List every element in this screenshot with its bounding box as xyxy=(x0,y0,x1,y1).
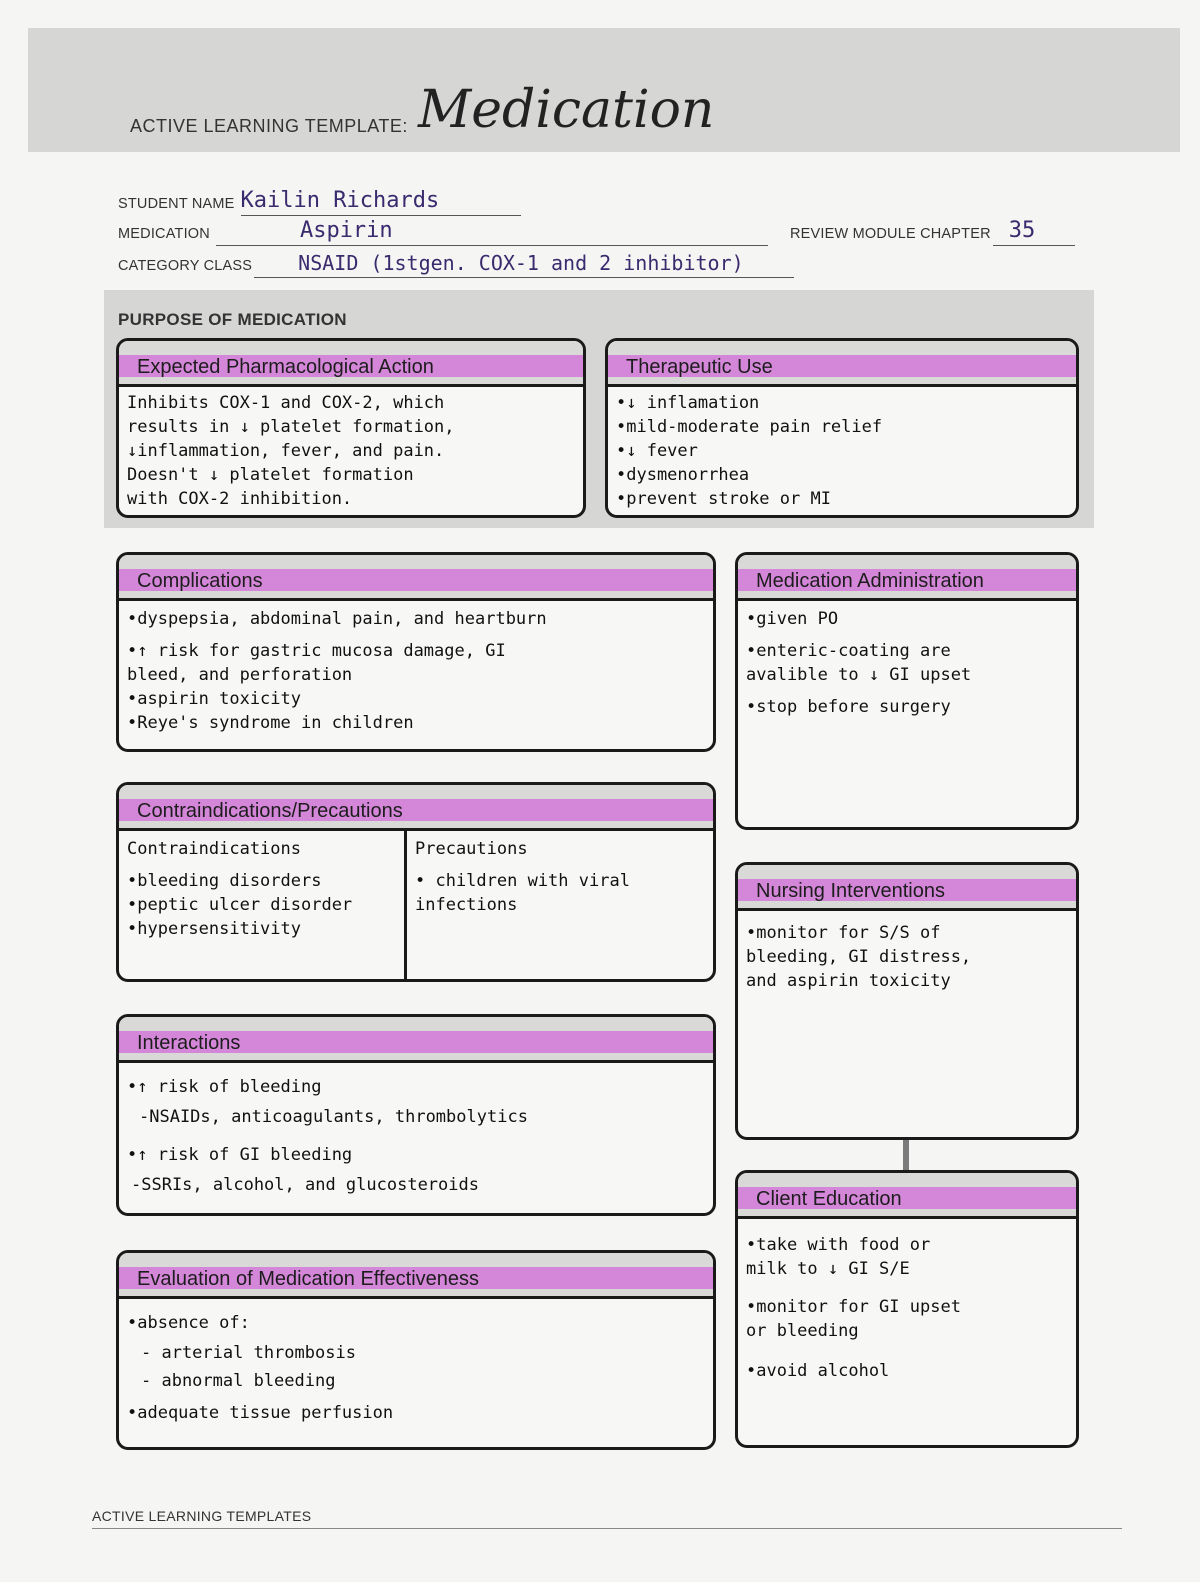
client-education-title: Client Education xyxy=(756,1188,902,1210)
complications-box xyxy=(116,552,716,752)
client-education-line: •monitor for GI upset xyxy=(746,1297,961,1317)
client-education-line: milk to ↓ GI S/E xyxy=(746,1259,910,1279)
therapeutic-use-title: Therapeutic Use xyxy=(626,356,773,378)
complications-line: bleed, and perforation xyxy=(127,665,353,685)
contraindications-subtitle: Contraindications xyxy=(127,839,301,859)
nursing-box xyxy=(735,862,1079,1140)
medication-value: Aspirin xyxy=(299,218,393,243)
complications-line: •Reye's syndrome in children xyxy=(127,713,414,733)
client-education-line: •avoid alcohol xyxy=(746,1361,890,1381)
contraindications-line: •peptic ulcer disorder xyxy=(127,895,353,915)
nursing-line: •monitor for S/S of xyxy=(746,923,941,943)
nursing-title: Nursing Interventions xyxy=(756,880,945,902)
complications-line: •aspirin toxicity xyxy=(127,689,301,709)
medication-label: MEDICATION xyxy=(118,226,210,242)
contraindications-title: Contraindications/Precautions xyxy=(137,800,403,822)
expected-action-line: Inhibits COX-1 and COX-2, which xyxy=(127,393,445,413)
precautions-subtitle: Precautions xyxy=(415,839,528,859)
complications-line: •↑ risk for gastric mucosa damage, GI xyxy=(127,641,506,661)
medication-row xyxy=(118,216,768,246)
client-education-line: or bleeding xyxy=(746,1321,859,1341)
contraindications-box xyxy=(116,782,716,982)
category-field[interactable] xyxy=(254,248,794,278)
review-module-label: REVIEW MODULE CHAPTER xyxy=(790,226,991,242)
expected-action-title: Expected Pharmacological Action xyxy=(137,356,434,378)
footer-label: ACTIVE LEARNING TEMPLATES xyxy=(92,1508,312,1524)
category-value: NSAID (1stgen. COX-1 and 2 inhibitor) xyxy=(298,251,744,275)
therapeutic-use-line: •↓ inflamation xyxy=(616,393,760,413)
med-admin-line: •enteric-coating are xyxy=(746,641,951,661)
complications-line: •dyspepsia, abdominal pain, and heartburn xyxy=(127,609,547,629)
expected-action-box xyxy=(116,338,586,518)
client-education-box xyxy=(735,1170,1079,1448)
expected-action-line: results in ↓ platelet formation, xyxy=(127,417,455,437)
therapeutic-use-line: •↓ fever xyxy=(616,441,698,461)
therapeutic-use-line: •prevent stroke or MI xyxy=(616,489,831,509)
therapeutic-use-line: •dysmenorrhea xyxy=(616,465,750,485)
evaluation-header xyxy=(119,1253,713,1299)
precautions-line: infections xyxy=(415,895,518,915)
evaluation-line: - abnormal bleeding xyxy=(141,1371,336,1391)
header-band xyxy=(28,28,1180,152)
nursing-line: and aspirin toxicity xyxy=(746,971,951,991)
complications-title: Complications xyxy=(137,570,263,592)
client-education-body[interactable] xyxy=(738,1219,1076,1387)
review-module-value: 35 xyxy=(1008,218,1036,243)
evaluation-body[interactable] xyxy=(119,1299,713,1429)
student-name-row xyxy=(118,186,521,216)
interactions-header xyxy=(119,1017,713,1063)
nursing-header xyxy=(738,865,1076,911)
precautions-column[interactable] xyxy=(407,831,713,979)
contraindications-split xyxy=(119,831,713,979)
med-admin-line: •stop before surgery xyxy=(746,697,951,717)
client-education-header xyxy=(738,1173,1076,1219)
review-module-field[interactable] xyxy=(993,216,1075,246)
contraindications-column[interactable] xyxy=(119,831,407,979)
therapeutic-use-body[interactable] xyxy=(608,387,1076,515)
footer-rule xyxy=(92,1528,1122,1529)
interactions-line: •↑ risk of GI bleeding xyxy=(127,1145,353,1165)
med-admin-header xyxy=(738,555,1076,601)
med-admin-box xyxy=(735,552,1079,830)
evaluation-line: - arterial thrombosis xyxy=(141,1343,356,1363)
contraindications-line: •bleeding disorders xyxy=(127,871,322,891)
interactions-line: •↑ risk of bleeding xyxy=(127,1077,322,1097)
student-name-value: Kailin Richards xyxy=(240,188,440,213)
med-admin-title: Medication Administration xyxy=(756,570,984,592)
therapeutic-use-line: •mild-moderate pain relief xyxy=(616,417,883,437)
med-admin-line: •given PO xyxy=(746,609,839,629)
therapeutic-use-header xyxy=(608,341,1076,387)
complications-header xyxy=(119,555,713,601)
precautions-line: • children with viral xyxy=(415,871,630,891)
contraindications-header xyxy=(119,785,713,831)
interactions-title: Interactions xyxy=(137,1032,241,1054)
student-name-label: STUDENT NAME xyxy=(118,196,235,212)
expected-action-header xyxy=(119,341,583,387)
box-connector xyxy=(903,1140,909,1170)
student-name-field[interactable] xyxy=(241,186,521,216)
nursing-line: bleeding, GI distress, xyxy=(746,947,972,967)
medication-field[interactable] xyxy=(216,216,768,246)
page-title: Medication xyxy=(418,80,715,140)
interactions-line: -SSRIs, alcohol, and glucosteroids xyxy=(131,1175,479,1195)
interactions-body[interactable] xyxy=(119,1063,713,1201)
client-education-line: •take with food or xyxy=(746,1235,931,1255)
review-module-row xyxy=(790,216,1075,246)
contraindications-line: •hypersensitivity xyxy=(127,919,301,939)
interactions-box xyxy=(116,1014,716,1216)
expected-action-body[interactable] xyxy=(119,387,583,515)
expected-action-line: with COX-2 inhibition. xyxy=(127,489,353,509)
evaluation-box xyxy=(116,1250,716,1450)
complications-body[interactable] xyxy=(119,601,713,739)
evaluation-title: Evaluation of Medication Effectiveness xyxy=(137,1268,480,1290)
template-label: ACTIVE LEARNING TEMPLATE: xyxy=(130,116,408,136)
interactions-line: -NSAIDs, anticoagulants, thrombolytics xyxy=(139,1107,528,1127)
evaluation-line: •adequate tissue perfusion xyxy=(127,1403,394,1423)
category-label: CATEGORY CLASS xyxy=(118,258,253,274)
expected-action-line: ↓inflammation, fever, and pain. xyxy=(127,441,445,461)
med-admin-line: avalible to ↓ GI upset xyxy=(746,665,972,685)
therapeutic-use-box xyxy=(605,338,1079,518)
expected-action-line: Doesn't ↓ platelet formation xyxy=(127,465,414,485)
evaluation-line: •absence of: xyxy=(127,1313,250,1333)
purpose-title: PURPOSE OF MEDICATION xyxy=(118,310,347,329)
nursing-body[interactable] xyxy=(738,911,1076,997)
category-row xyxy=(118,248,794,278)
med-admin-body[interactable] xyxy=(738,601,1076,723)
